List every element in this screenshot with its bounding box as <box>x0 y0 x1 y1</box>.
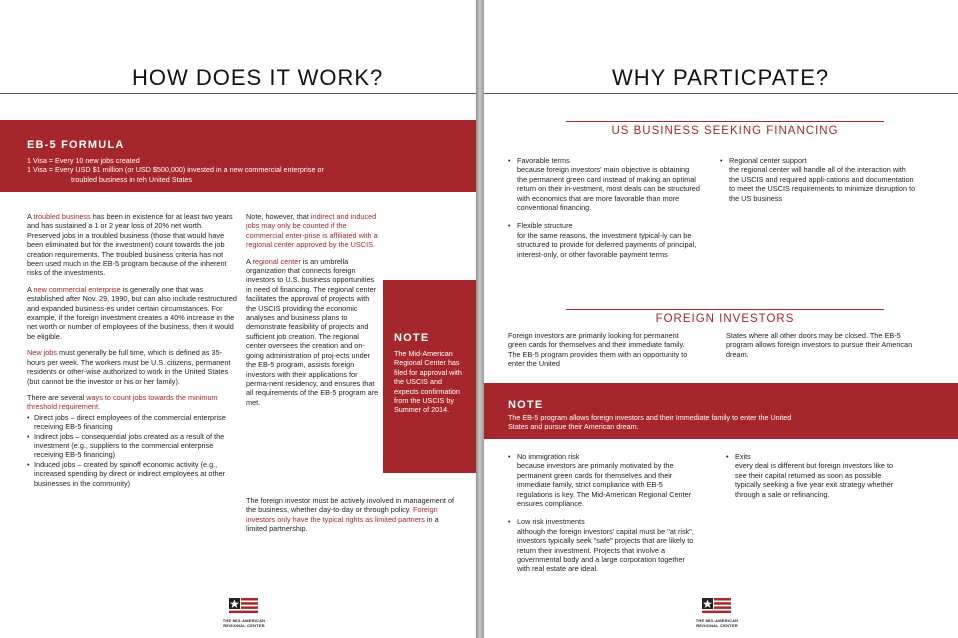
limited-partners-link: Foreign investors only have the typical rights as limited partners <box>246 505 438 524</box>
new-jobs-paragraph: New jobs must generally be full time, which is defined as 35-hours per week. The workers must be U.S. citizens, permanent residents or other-wise authorized to work in the United States (but cannot be the investor or his or her family). <box>27 348 231 386</box>
right-note-line-2: States and pursue their American dream. <box>508 422 639 432</box>
troubled-business-paragraph: A troubled business has been in existence for at least two years and has sustained a 1 or 2 year loss of 20% net worth. Preserved jobs in a troubled business (those that would have been eliminated but for the investment) count towards the job creation requirements. The troubled business criteria has not been used much in the EB-5 program because of the inherent risks of the investments. <box>27 212 233 278</box>
bottom-column-2 <box>726 452 898 508</box>
note-body: The Mid-American Regional Center has filed for approval with the USCIS and expects confirmation from the USCIS by Summer of 2014. <box>394 349 462 415</box>
job-types-list <box>27 413 237 488</box>
no-immigration-risk-body: because investors are primarily motivated by the permanent green cards for themselves and their immediate family, strict compliance with EB-5 regulations is key. The Mid-American Regional Center ensures compliance. <box>517 461 692 509</box>
new-enterprise-paragraph: A new commercial enterprise is generally one that was established after Nov. 29, 1990, but can also include restructured and expanded business-es under certain circumstances. For example, if the foreign investment creates a 40% increase in the net worth or number of employees of the business, then it would be eligible. <box>27 284 237 341</box>
foreign-investors-rule <box>566 309 884 310</box>
formula-line-2: 1 Visa = Every USD $1 million (or USD $500,000) invested in a new commercial enterprise or <box>27 165 324 175</box>
exits-body: every deal is different but foreign investors like to see their capital returned as soon as possible typically seeking a five year exit strategy whether through a sale or refinancing. <box>735 461 894 499</box>
right-page <box>484 0 958 638</box>
list-item <box>508 517 698 573</box>
flexible-structure-title: • Flexible structure <box>517 221 573 231</box>
page-title-how-does-it-work: HOW DOES IT WORK? <box>132 65 384 90</box>
logo-line-1: THE MID-AMERICAN <box>695 618 739 623</box>
count-jobs-paragraph: There are several ways to count jobs towards the minimum threshold requirement. <box>27 392 218 412</box>
bottom-column-1 <box>508 452 698 583</box>
left-page <box>0 0 476 638</box>
eb5-formula-band <box>0 120 476 192</box>
logo-line-2: REGIONAL CENTER <box>696 622 738 628</box>
list-item <box>720 156 916 203</box>
list-item: • Induced jobs – created by spinoff economic activity (e.g., increased spending by direct or indirect employees at other businesses in the community) <box>27 460 237 488</box>
right-note-band <box>484 383 958 439</box>
flag-star-logo-icon <box>229 598 259 614</box>
eb5-formula-heading: EB-5 FORMULA <box>27 139 125 151</box>
low-risk-body: although the foreign investors' capital must be "at risk", investors typically seek "safe" projects that are likely to return their investment. Projects that involve a governmental body and a large corporation together with real estate are ideal. <box>517 526 694 574</box>
page-title-why-participate: WHY PARTICPATE? <box>612 65 830 90</box>
foreign-investors-column-1: Foreign investors are primarily looking for permanent green cards for themselves and their immediate family. The EB-5 program provides them with an opportunity to enter the United <box>508 331 688 369</box>
formula-line-1: 1 Visa = Every 10 new jobs created <box>27 156 140 165</box>
mid-american-logo <box>214 598 274 628</box>
us-business-heading: US BUSINESS SEEKING FINANCING <box>611 125 839 137</box>
us-business-rule <box>566 121 884 122</box>
list-item: • Direct jobs – direct employees of the commercial enterprise receiving EB-5 financing <box>27 413 237 432</box>
title-divider <box>0 93 476 94</box>
list-item <box>508 156 700 212</box>
us-business-column-1 <box>508 156 700 268</box>
right-note-body <box>508 413 948 432</box>
book-spine <box>476 0 484 638</box>
note-box <box>383 280 476 473</box>
eb5-formula-text <box>27 156 467 184</box>
mid-american-logo <box>687 598 747 628</box>
indirect-jobs-paragraph: Note, however, that indirect and induced jobs may only be counted if the commercial enter-prise is affiliated with a regional center approved by the USCIS. <box>246 212 378 250</box>
list-item <box>508 221 700 259</box>
logo-line-2: REGIONAL CENTER <box>223 622 265 628</box>
regional-support-title: • Regional center support <box>729 156 807 165</box>
foreign-investors-heading: FOREIGN INVESTORS <box>655 313 795 325</box>
left-column-2-top <box>246 212 381 414</box>
new-jobs-link: New jobs <box>27 348 58 358</box>
title-divider <box>484 93 958 94</box>
list-item: • Indirect jobs – consequential jobs created as a result of the investment (e.g., suppliers to the commercial enterprise receiving EB-5 financing) <box>27 432 237 460</box>
troubled-business-link: troubled business <box>33 212 91 221</box>
regional-center-paragraph: A regional center is an umbrella organization that connects foreign investors to U.S. business opportunities in need of financing. The regional center facilitates the approval of projects with the USCIS providing the economic analyses and business plans to demonstrate feasibility of projects and sufficient job creation. The regional center oversees the creation and on-going administration of proj-ects under the EB-5 program, assists foreign investors with their applications for perma-nent residency, and ensures that all requirements of the EB-5 program are met. <box>246 256 379 407</box>
flag-star-logo-icon <box>702 598 732 614</box>
favorable-terms-body: because foreign investors' main objective is obtaining the permanent green card instead of making an optimal return on their in-vestment, most deals can be structured with economics that are more favorable than more conventional financing. <box>517 165 700 213</box>
indirect-jobs-link: indirect and induced jobs may only be counted if the commercial enter-prise is affiliated with a regional center approved by the USCIS. <box>246 212 378 250</box>
count-jobs-link: ways to count jobs towards the minimum threshold requirement. <box>27 392 218 412</box>
list-item <box>508 452 698 508</box>
new-enterprise-link: new commercial enterprise <box>33 284 121 294</box>
favorable-terms-title: • Favorable terms <box>517 156 570 165</box>
note-heading: NOTE <box>394 332 430 344</box>
formula-line-3: troubled business in teh United States <box>71 174 193 184</box>
left-column-1 <box>27 212 237 488</box>
low-risk-title: • Low risk investments <box>517 517 585 527</box>
investor-involvement-paragraph: The foreign investor must be actively involved in management of the business, whether day-to-day or through policy. Foreign investors only have the typical rights as limited partners in a limited partnership. <box>246 496 455 534</box>
us-business-column-2 <box>720 156 916 212</box>
exits-title: • Exits <box>735 452 751 461</box>
foreign-investors-column-2: States where all other doors may be closed. The EB-5 program allows foreign investors to pursue their American dream. <box>726 331 913 359</box>
right-note-line-1: The EB-5 program allows foreign investors and their Immediate family to enter the United <box>508 413 792 422</box>
regional-center-link: regional center <box>252 256 301 266</box>
flexible-structure-body: for the same reasons, the investment typical-ly can be structured to provide for deferred payments of principal, interest-only, or other favorable payment terms <box>517 230 697 259</box>
list-item <box>726 452 898 499</box>
no-immigration-risk-title: • No immigration risk <box>517 452 580 461</box>
logo-line-1: THE MID-AMERICAN <box>222 618 266 623</box>
regional-support-body: the regional center will handle all of the interaction with the USCIS and required appli-cations and documentation to meet the USCIS requirements to minimize disruption to the US business <box>729 165 916 203</box>
right-note-heading: NOTE <box>508 399 544 411</box>
